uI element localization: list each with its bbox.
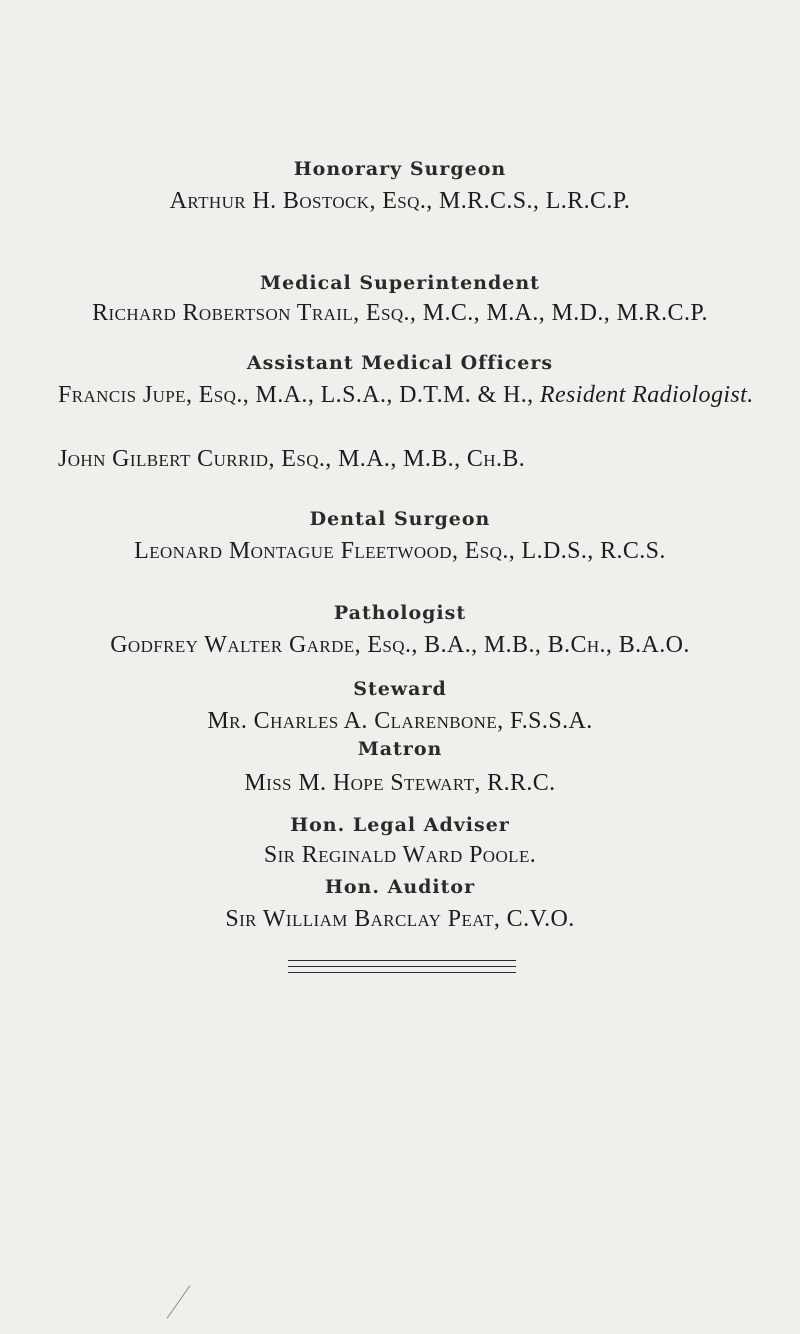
closing-rule-top: [288, 960, 516, 961]
entry-honorary-surgeon: Arthur H. Bostock, Esq., M.R.C.S., L.R.C.P.: [169, 188, 631, 214]
section-heading-medical-superintendent: Medical Superintendent: [260, 272, 540, 294]
section-heading-assistant-medical-officers: Assistant Medical Officers: [246, 352, 554, 374]
entry-steward: Mr. Charles A. Clarenbone, F.S.S.A.: [207, 708, 593, 734]
entry-assistant-medical-officer-2: John Gilbert Currid, Esq., M.A., M.B., Ch.B.: [58, 446, 526, 472]
entry-matron: Miss M. Hope Stewart, R.R.C.: [244, 770, 556, 796]
section-heading-hon-auditor: Hon. Auditor: [324, 876, 476, 898]
section-heading-pathologist: Pathologist: [333, 602, 467, 624]
section-heading-steward: Steward: [353, 678, 447, 700]
entry-note: Resident Radiologist.: [539, 382, 754, 408]
pencil-mark: [167, 1285, 191, 1318]
section-heading-hon-legal-adviser: Hon. Legal Adviser: [290, 814, 510, 836]
closing-rule-middle: [288, 966, 516, 967]
entry-hon-legal-adviser: Sir Reginald Ward Poole.: [263, 842, 537, 868]
section-heading-matron: Matron: [357, 738, 443, 760]
section-heading-dental-surgeon: Dental Surgeon: [309, 508, 491, 530]
entry-hon-auditor: Sir William Barclay Peat, C.V.O.: [225, 906, 575, 932]
entry-pathologist: Godfrey Walter Garde, Esq., B.A., M.B., B.Ch., B.A.O.: [110, 632, 690, 658]
entry-main-text: Francis Jupe, Esq., M.A., L.S.A., D.T.M. & H.,: [58, 382, 534, 408]
entry-medical-superintendent: Richard Robertson Trail, Esq., M.C., M.A., M.D., M.R.C.P.: [92, 300, 708, 326]
section-heading-honorary-surgeon: Honorary Surgeon: [293, 158, 507, 180]
entry-dental-surgeon: Leonard Montague Fleetwood, Esq., L.D.S., R.C.S.: [134, 538, 666, 564]
entry-assistant-medical-officer-1: [58, 381, 778, 409]
closing-rule-bottom: [288, 972, 516, 973]
